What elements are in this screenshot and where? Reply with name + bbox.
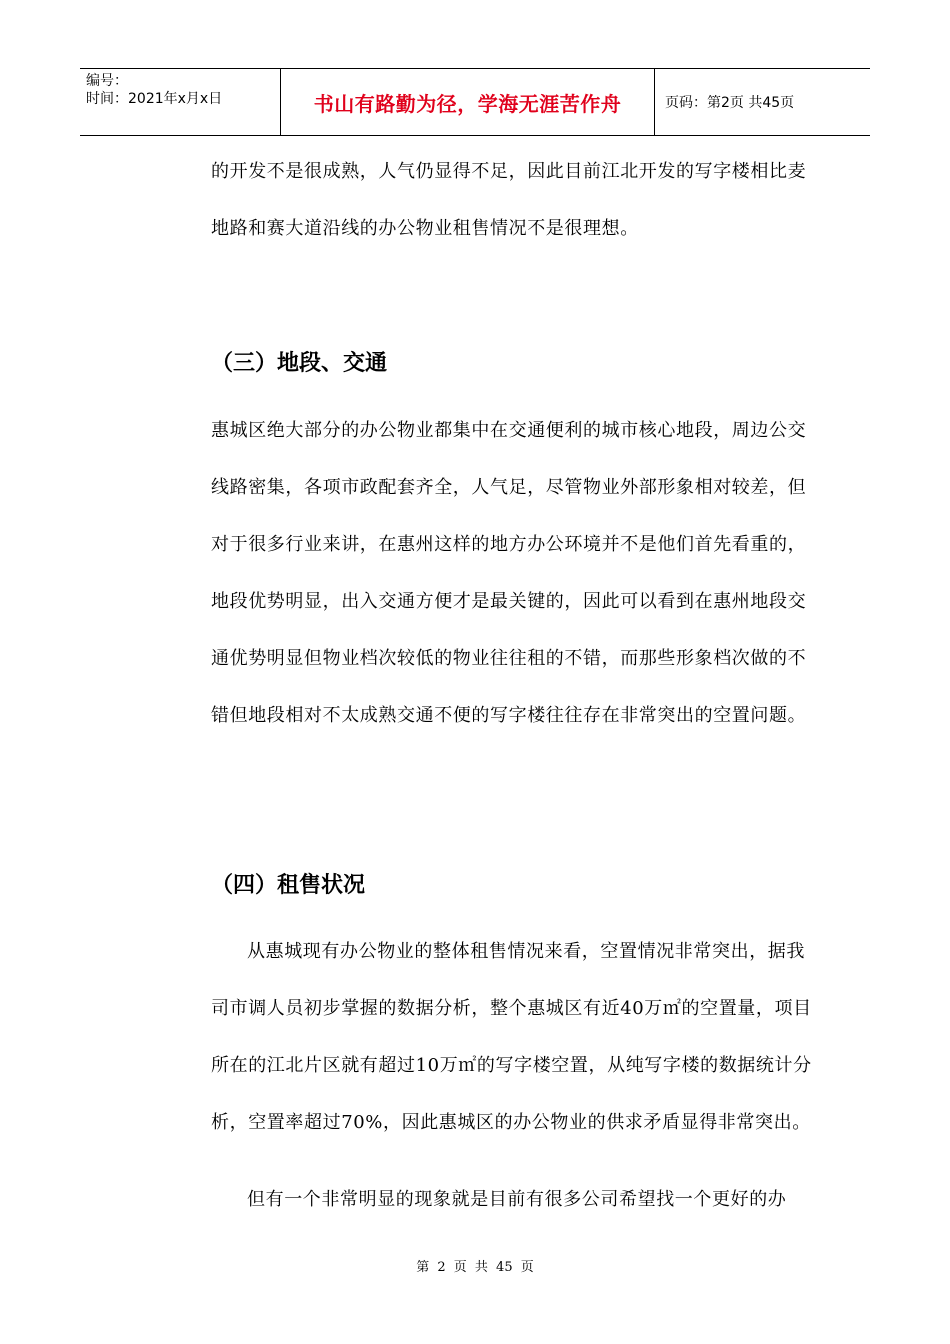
page-footer: 第 2 页 共 45 页	[416, 1260, 534, 1275]
header-motto: 书山有路勤为径，学海无涯苦作舟	[281, 69, 655, 135]
section3-paragraph: 惠城区绝大部分的办公物业都集中在交通便利的城市核心地段，周边公交线路密集，各项市政配套齐全，人气足，尽管物业外部形象相对较差，但对于很多行业来讲，在惠州这样的地方办公环境并不是他们首先看重的，地段优势明显，出入交通方便才是最关键的，因此可以看到在惠州地段交通优势明显但物业档次较低的物业往往租的不错，而那些形象档次做的不错但地段相对不太成熟交通不便的写字楼往往存在非常突出的空置问题。	[211, 420, 807, 726]
header-meta-cell	[80, 69, 281, 135]
time-label: 时间：2021年x月x日	[86, 91, 223, 107]
code-label: 编号：	[86, 73, 128, 89]
header-page-info: 页码：第2页 共45页	[665, 95, 795, 111]
section4-paragraph-2: 但有一个非常明显的现象就是目前有很多公司希望找一个更好的办	[247, 1189, 787, 1210]
section4-title: （四）租售状况	[211, 873, 366, 898]
section4-paragraph-1: 从惠城现有办公物业的整体租售情况来看，空置情况非常突出，据我司市调人员初步掌握的数据分析，整个惠城区有近40万㎡的空置量，项目所在的江北片区就有超过10万㎡的写字楼空置，从纯写字楼的数据统计分析，空置率超过70%，因此惠城区的办公物业的供求矛盾显得非常突出。	[211, 941, 812, 1133]
section3-title: （三）地段、交通	[211, 351, 388, 376]
intro-paragraph: 的开发不是很成熟，人气仍显得不足，因此目前江北开发的写字楼相比麦地路和赛大道沿线的办公物业租售情况不是很理想。	[211, 161, 807, 239]
document-header	[80, 68, 870, 136]
